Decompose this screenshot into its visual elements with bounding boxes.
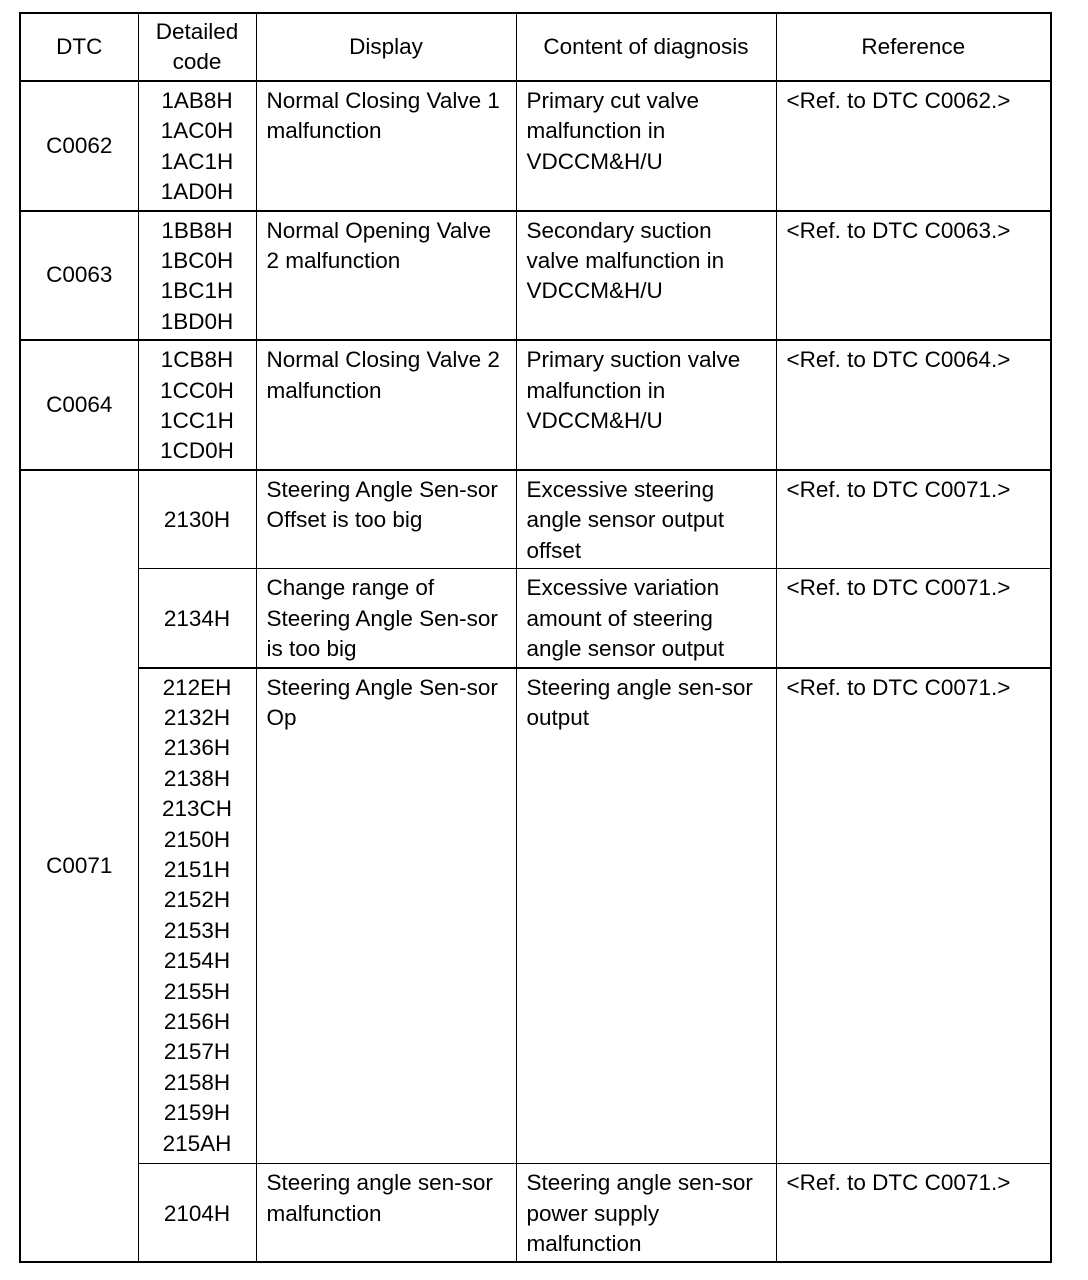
reference-cell: <Ref. to DTC C0071.> — [776, 668, 1051, 1164]
table-row — [20, 81, 1051, 211]
header-detailed-code-line1: Detailed — [155, 19, 239, 44]
display-cell: Normal Closing Valve 1 malfunction — [256, 81, 516, 211]
detailed-code-cell — [138, 340, 256, 470]
content-cell: Steering angle sen-sor output — [516, 668, 776, 1164]
header-detailed-code — [138, 13, 256, 81]
detailed-code: 2153H — [163, 917, 231, 943]
dtc-cell: C0071 — [20, 470, 138, 1262]
detailed-code: 215AH — [162, 1130, 232, 1156]
detailed-code-cell — [138, 1164, 256, 1263]
table-row — [20, 1164, 1051, 1263]
detailed-code: 1CC1H — [160, 408, 234, 434]
detailed-code: 2159H — [163, 1100, 231, 1126]
header-detailed-code-line2: code — [172, 49, 222, 74]
detailed-code: 2155H — [163, 978, 231, 1004]
display-cell: Steering angle sen-sor malfunction — [256, 1164, 516, 1263]
detailed-code: 2154H — [163, 948, 231, 974]
detailed-code: 2158H — [163, 1069, 231, 1095]
content-cell: Primary suction valve malfunction in VDCCM&H/U — [516, 340, 776, 470]
detailed-code: 1AD0H — [160, 179, 234, 205]
detailed-code-cell — [138, 569, 256, 668]
detailed-code-cell — [138, 81, 256, 211]
header-content — [516, 13, 776, 81]
content-cell: Excessive variation amount of steering angle sensor output — [516, 569, 776, 668]
display-cell: Steering Angle Sen-sor Offset is too big — [256, 470, 516, 569]
detailed-code: 212EH — [162, 674, 232, 700]
detailed-code: 1BD0H — [160, 308, 234, 334]
header-row — [20, 13, 1051, 81]
dtc-cell: C0063 — [20, 211, 138, 341]
detailed-code: 1CB8H — [160, 347, 234, 373]
detailed-code: 2150H — [163, 826, 231, 852]
header-display — [256, 13, 516, 81]
detailed-code-cell — [138, 668, 256, 1164]
detailed-code: 2152H — [163, 887, 231, 913]
reference-cell: <Ref. to DTC C0064.> — [776, 340, 1051, 470]
table-row — [20, 211, 1051, 341]
detailed-code: 1BB8H — [161, 217, 233, 243]
table-row — [20, 470, 1051, 569]
reference-cell: <Ref. to DTC C0071.> — [776, 1164, 1051, 1263]
detailed-code: 2138H — [163, 765, 231, 791]
header-dtc-label: DTC — [56, 34, 103, 59]
detailed-code: 2151H — [163, 857, 231, 883]
display-cell: Normal Closing Valve 2 malfunction — [256, 340, 516, 470]
header-display-label: Display — [349, 34, 423, 59]
header-reference-label: Reference — [861, 34, 966, 59]
detailed-code: 2132H — [163, 705, 231, 730]
detailed-code: 1BC0H — [160, 248, 234, 274]
detailed-code: 2134H — [163, 605, 231, 631]
table-row — [20, 668, 1051, 1164]
detailed-code: 2157H — [163, 1039, 231, 1065]
content-cell: Secondary suction valve malfunction in VDCCM&H/U — [516, 211, 776, 341]
detailed-code-cell — [138, 470, 256, 569]
content-cell: Steering angle sen-sor power supply malfunction — [516, 1164, 776, 1263]
reference-cell: <Ref. to DTC C0071.> — [776, 470, 1051, 569]
detailed-code: 2104H — [163, 1200, 231, 1226]
detailed-code: 2136H — [163, 735, 231, 761]
display-cell: Steering Angle Sen-sor Op — [256, 668, 516, 1164]
detailed-code-cell — [138, 211, 256, 341]
reference-cell: <Ref. to DTC C0062.> — [776, 81, 1051, 211]
header-dtc — [20, 13, 138, 81]
detailed-code: 1AC0H — [160, 118, 234, 144]
display-cell: Change range of Steering Angle Sen-sor is too big — [256, 569, 516, 668]
detailed-code: 2130H — [163, 507, 231, 533]
dtc-table — [19, 12, 1052, 1263]
header-content-label: Content of diagnosis — [543, 34, 749, 59]
detailed-code: 1BC1H — [160, 278, 234, 304]
table-row — [20, 340, 1051, 470]
detailed-code: 1CC0H — [160, 377, 234, 403]
dtc-cell: C0062 — [20, 81, 138, 211]
detailed-code: 1AC1H — [160, 148, 234, 174]
dtc-cell: C0064 — [20, 340, 138, 470]
content-cell: Primary cut valve malfunction in VDCCM&H/U — [516, 81, 776, 211]
detailed-code: 1AB8H — [161, 88, 233, 113]
reference-cell: <Ref. to DTC C0071.> — [776, 569, 1051, 668]
table-row — [20, 569, 1051, 668]
display-cell: Normal Opening Valve 2 malfunction — [256, 211, 516, 341]
content-cell: Excessive steering angle sensor output offset — [516, 470, 776, 569]
header-reference — [776, 13, 1051, 81]
detailed-code: 1CD0H — [160, 438, 234, 464]
detailed-code: 213CH — [161, 796, 233, 822]
reference-cell: <Ref. to DTC C0063.> — [776, 211, 1051, 341]
detailed-code: 2156H — [163, 1009, 231, 1035]
